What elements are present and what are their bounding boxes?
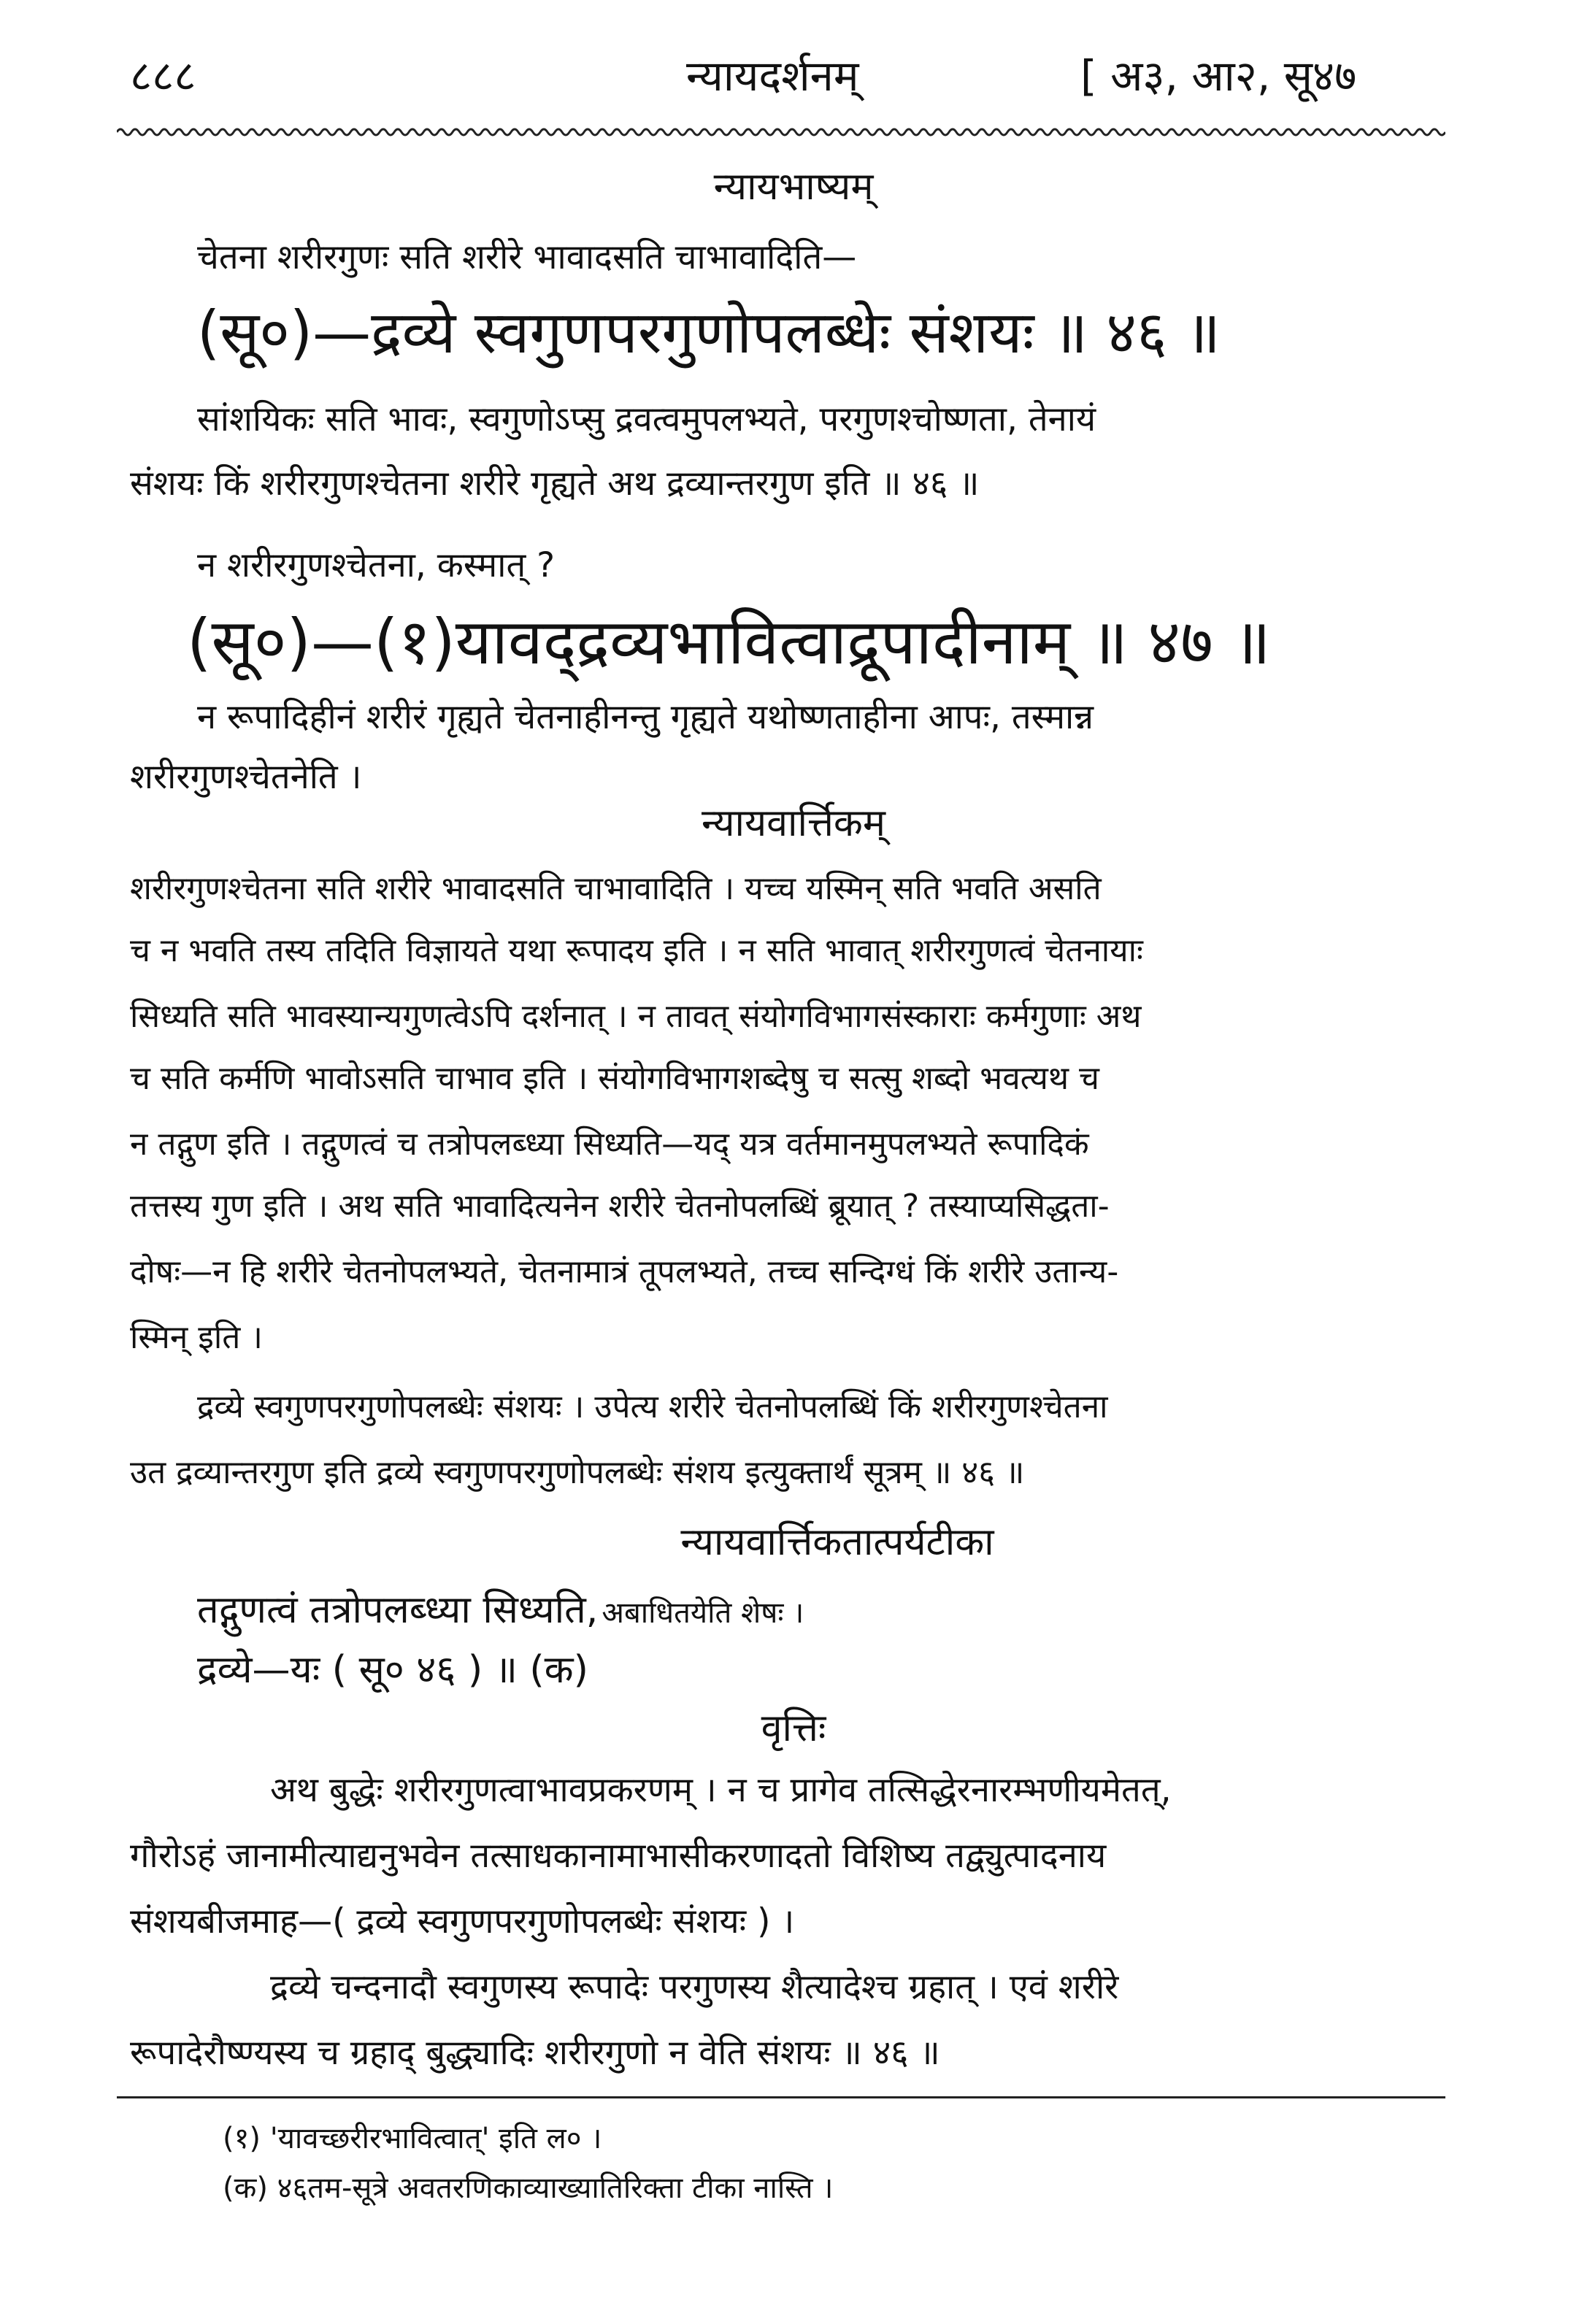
- vartika-line: च न भवति तस्य तदिति विज्ञायते यथा रूपादय इति । न सति भावात् शरीरगुणत्वं चेतनायाः: [130, 932, 1143, 969]
- vartika-line: उत द्रव्यान्तरगुण इति द्रव्ये स्वगुणपरगुणोपलब्धेः संशय इत्युक्तार्थं सूत्रम् ॥ ४६ ॥: [130, 1454, 1025, 1491]
- sutra-47: (सू०)—(१)यावद्द्रव्यभावित्वाद्रूपादीनाम् ॥ ४७ ॥: [187, 606, 1271, 679]
- bhashya-intro: चेतना शरीरगुणः सति शरीरे भावादसति चाभावादिति—: [197, 237, 857, 277]
- vartika-line: दोषः—न हि शरीरे चेतनोपलभ्यते, चेतनामात्रं तूपलभ्यते, तच्च सन्दिग्धं किं शरीरे उतान्य-: [130, 1253, 1119, 1290]
- vritti-line: अथ बुद्धेः शरीरगुणत्वाभावप्रकरणम् । न च प्रागेव तत्सिद्धेरनारम्भणीयमेतत्,: [270, 1770, 1172, 1810]
- sutra-46: (सू०)—द्रव्ये स्वगुणपरगुणोपलब्धेः संशयः ॥ ४६ ॥: [197, 299, 1221, 366]
- vartika-line: सिध्यति सति भावस्यान्यगुणत्वेऽपि दर्शनात् । न तावत् संयोगविभागसंस्काराः कर्मगुणाः अथ: [130, 998, 1142, 1035]
- tika-line1-note: अबाधितयेति शेषः ।: [602, 1596, 804, 1630]
- vritti-line: गौरोऽहं जानामीत्याद्यनुभवेन तत्साधकानामाभासीकरणादतो विशिष्य तद्व्युत्पादनाय: [130, 1836, 1107, 1876]
- tika-line2: द्रव्ये—यः ( सू० ४६ ) ॥ (क): [197, 1648, 588, 1692]
- tika-heading: न्यायवार्त्तिकतात्पर्यटीका: [680, 1520, 994, 1564]
- vartika-line: न तद्गुण इति । तद्गुणत्वं च तत्रोपलब्ध्या सिध्यति—यद् यत्र वर्तमानमुपलभ्यते रूपादिकं: [130, 1126, 1089, 1163]
- page-number: ८८८: [130, 51, 196, 101]
- vartika-heading: न्यायवार्त्तिकम्: [702, 801, 885, 845]
- bhashya-comm47-line1: न रूपादिहीनं शरीरं गृह्यते चेतनाहीनन्तु गृह्यते यथोष्णताहीना आपः, तस्मान्न: [197, 697, 1094, 737]
- vritti-line: रूपादेरौष्ण्यस्य च ग्रहाद् बुद्ध्यादिः शरीरगुणो न वेति संशयः ॥ ४६ ॥: [130, 2033, 940, 2073]
- footnote-rule: [117, 2096, 1445, 2098]
- bhashya-comm47-line2: शरीरगुणश्चेतनेति ।: [130, 757, 362, 797]
- footnote-ka: (क) ४६तम-सूत्रे अवतरणिकाव्याख्यातिरिक्ता टीका नास्ति ।: [223, 2171, 834, 2205]
- bhashya-comm46-line2: संशयः किं शरीरगुणश्चेतना शरीरे गृह्यते अथ द्रव्यान्तरगुण इति ॥ ४६ ॥: [130, 463, 980, 504]
- vartika-line: शरीरगुणश्चेतना सति शरीरे भावादसति चाभावादिति । यच्च यस्मिन् सति भवति असति: [130, 870, 1102, 907]
- bhashya-question: न शरीरगुणश्चेतना, कस्मात् ?: [197, 545, 556, 585]
- vartika-line: च सति कर्मणि भावोऽसति चाभाव इति । संयोगविभागशब्देषु च सत्सु शब्दो भवत्यथ च: [130, 1060, 1099, 1097]
- bhashya-comm46-line1: सांशयिकः सति भावः, स्वगुणोऽप्सु द्रवत्वमुपलभ्यते, परगुणश्चोष्णता, तेनायं: [197, 399, 1096, 439]
- vritti-heading: वृत्तिः: [761, 1707, 826, 1750]
- vartika-line: तत्तस्य गुण इति । अथ सति भावादित्यनेन शरीरे चेतनोपलब्धिं ब्रूयात् ? तस्याप्यसिद्धता-: [130, 1188, 1110, 1225]
- header-wavy-rule: [117, 124, 1445, 140]
- running-title: न्यायदर्शनम्: [686, 51, 859, 101]
- tika-line1: [197, 1582, 804, 1634]
- chapter-reference: [ अ३, आ२, सू४७: [1080, 51, 1357, 101]
- vritti-line: द्रव्ये चन्दनादौ स्वगुणस्य रूपादेः परगुणस्य शैत्यादेश्च ग्रहात् । एवं शरीरे: [270, 1967, 1119, 2007]
- bhashya-heading: न्यायभाष्यम्: [713, 165, 874, 209]
- vritti-line: संशयबीजमाह—( द्रव्ये स्वगुणपरगुणोपलब्धेः संशयः ) ।: [130, 1901, 795, 1942]
- vartika-line: द्रव्ये स्वगुणपरगुणोपलब्धेः संशयः । उपेत्य शरीरे चेतनोपलब्धिं किं शरीरगुणश्चेतना: [197, 1388, 1108, 1425]
- vartika-line: स्मिन् इति ।: [130, 1319, 263, 1356]
- tika-line1-main: तद्गुणत्वं तत्रोपलब्ध्या सिध्यति,: [197, 1588, 599, 1632]
- footnote-1: (१) 'यावच्छरीरभावित्वात्' इति ल० ।: [223, 2122, 602, 2155]
